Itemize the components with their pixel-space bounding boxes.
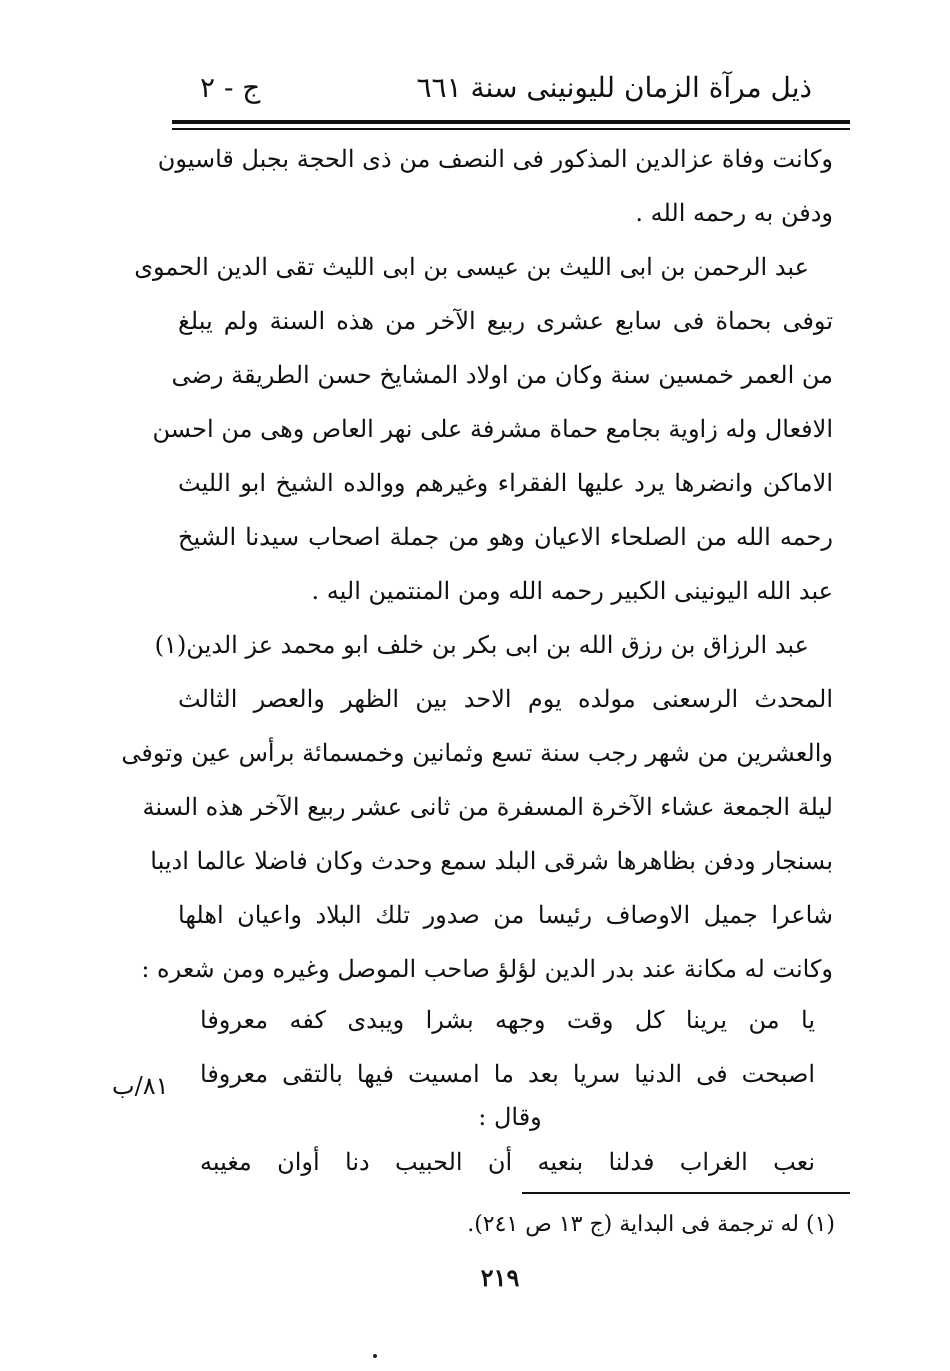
text-line: شاعرا جميل الاوصاف رئيسا من صدور تلك البلاد واعيان اهلها: [178, 901, 833, 929]
verse-line: يا من يرينا كل وقت وجهه بشرا ويبدى كفه معروفا: [200, 1006, 815, 1034]
text-line: وكانت له مكانة عند بدر الدين لؤلؤ صاحب الموصل وغيره ومن شعره :: [141, 955, 833, 983]
text-line: الافعال وله زاوية بجامع حماة مشرفة على نهر العاص وهى من احسن: [152, 415, 833, 443]
footnote: (١) له ترجمة فى البداية (ج ١٣ ص ٢٤١).: [467, 1212, 835, 1237]
manuscript-folio-ref: ٨١/ب: [112, 1072, 169, 1100]
text-line: بسنجار ودفن بظاهرها شرقى البلد سمع وحدث وكان فاضلا عالما اديبا: [150, 847, 833, 875]
header-rule-thick: [172, 120, 850, 124]
text-line: عبد الرزاق بن رزق الله بن ابى بكر بن خلف ابو محمد عز الدين(١): [154, 631, 809, 659]
verse-line: اصبحت فى الدنيا سريا بعد ما امسيت فيها بالتقى معروفا: [200, 1060, 815, 1088]
running-header-title: ذيل مرآة الزمان لليونينى سنة ٦٦١: [416, 71, 812, 104]
page-number: ٢١٩: [480, 1263, 520, 1292]
main-text: [121, 132, 833, 996]
running-header-volume: ج - ٢: [200, 71, 261, 104]
text-line: عبد الله اليونينى الكبير رحمه الله ومن المنتمين اليه .: [311, 577, 833, 605]
text-line: والعشرين من شهر رجب سنة تسع وثمانين وخمسمائة برأس عين وتوفى: [121, 739, 833, 767]
text-line: ودفن به رحمه الله .: [635, 199, 833, 227]
text-line: الاماكن وانضرها يرد عليها الفقراء وغيرهم ووالده الشيخ ابو الليث: [178, 469, 833, 497]
ink-speck: [373, 1354, 377, 1358]
text-line: المحدث الرسعنى مولده يوم الاحد بين الظهر والعصر الثالث: [178, 685, 833, 713]
footnote-rule: [522, 1192, 850, 1194]
text-line: من العمر خمسين سنة وكان من اولاد المشايخ حسن الطريقة رضى: [171, 361, 833, 389]
text-line: وكانت وفاة عزالدين المذكور فى النصف من ذى الحجة بجبل قاسيون: [157, 145, 833, 173]
text-line: توفى بحماة فى سابع عشرى ربيع الآخر من هذه السنة ولم يبلغ: [178, 307, 833, 335]
text-line: ليلة الجمعة عشاء الآخرة المسفرة من ثانى عشر ربيع الآخر هذه السنة: [142, 793, 833, 821]
verse-intro: وقال :: [478, 1103, 542, 1131]
text-line: رحمه الله من الصلحاء الاعيان وهو من جملة اصحاب سيدنا الشيخ: [178, 523, 833, 551]
verse-line: نعب الغراب فدلنا بنعيه أن الحبيب دنا أوان مغيبه: [200, 1148, 815, 1176]
text-line: عبد الرحمن بن ابى الليث بن عيسى بن ابى الليث تقى الدين الحموى: [134, 253, 809, 281]
header-rule-thin: [172, 128, 850, 130]
